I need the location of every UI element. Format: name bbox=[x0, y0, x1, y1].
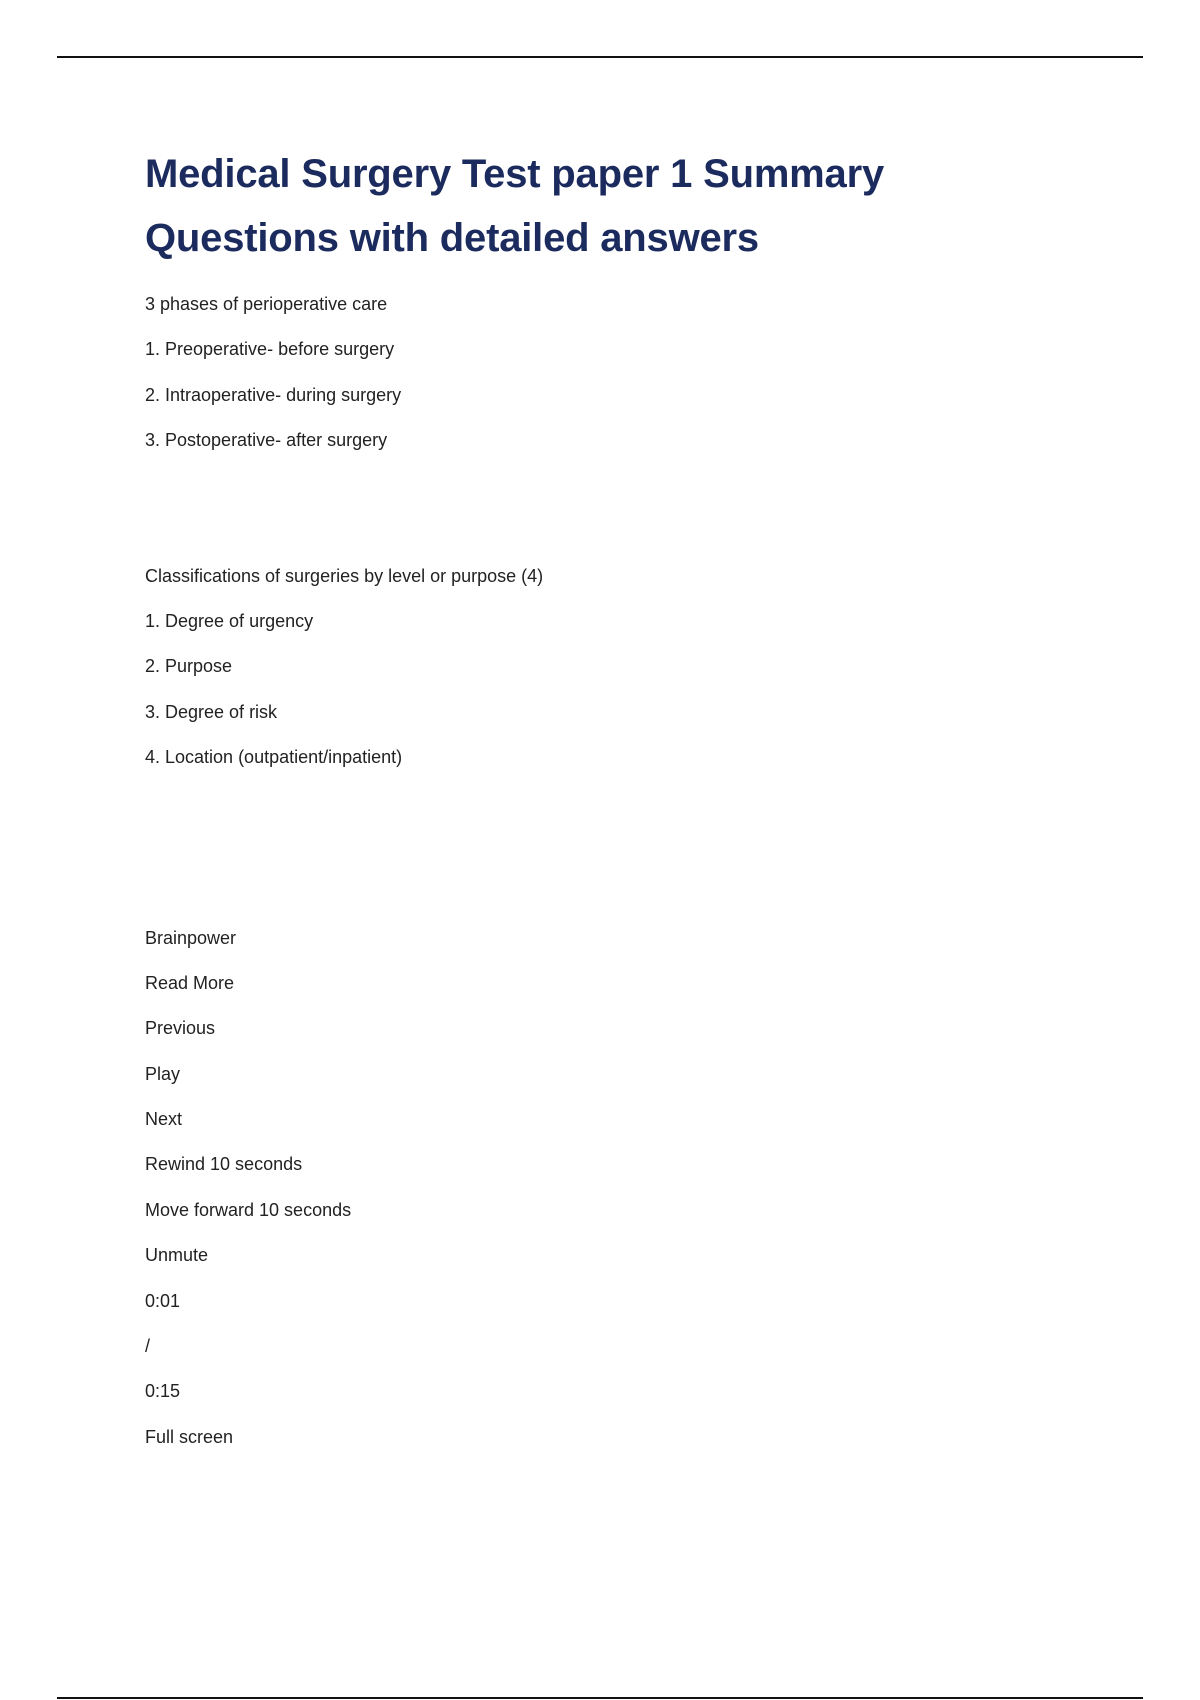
play-text: Play bbox=[145, 1063, 181, 1084]
list-item: 1. Preoperative- before surgery bbox=[145, 339, 395, 360]
list-item: 2. Purpose bbox=[145, 656, 233, 677]
current-time: 0:01 bbox=[145, 1290, 181, 1311]
brainpower-label: Brainpower bbox=[145, 927, 237, 948]
video-player-text bbox=[145, 916, 1105, 1461]
unmute-text: Unmute bbox=[145, 1245, 209, 1266]
section-surgery-classifications bbox=[145, 554, 1105, 781]
section-heading: Classifications of surgeries by level or purpose (4) bbox=[145, 565, 544, 586]
title-line-2: Questions with detailed answers bbox=[145, 216, 759, 260]
document-title bbox=[145, 142, 1105, 270]
title-line-1: Medical Surgery Test paper 1 Summary bbox=[145, 152, 885, 196]
read-more-text: Read More bbox=[145, 972, 235, 993]
next-text: Next bbox=[145, 1109, 183, 1130]
spacer bbox=[145, 464, 1105, 554]
full-screen-text: Full screen bbox=[145, 1426, 234, 1447]
time-separator: / bbox=[145, 1336, 151, 1357]
list-item: 3. Degree of risk bbox=[145, 701, 278, 722]
spacer bbox=[145, 781, 1105, 916]
rewind-text: Rewind 10 seconds bbox=[145, 1154, 303, 1175]
header-rule bbox=[57, 56, 1143, 58]
section-heading: 3 phases of perioperative care bbox=[145, 294, 388, 314]
duration: 0:15 bbox=[145, 1381, 181, 1402]
footer-rule bbox=[57, 1697, 1143, 1699]
list-item: 2. Intraoperative- during surgery bbox=[145, 384, 402, 405]
document-body bbox=[145, 142, 1105, 1460]
list-item: 3. Postoperative- after surgery bbox=[145, 430, 388, 451]
section-perioperative-phases bbox=[145, 282, 1105, 464]
forward-text: Move forward 10 seconds bbox=[145, 1199, 352, 1220]
list-item: 1. Degree of urgency bbox=[145, 610, 314, 631]
list-item: 4. Location (outpatient/inpatient) bbox=[145, 747, 403, 768]
previous-text: Previous bbox=[145, 1018, 216, 1039]
